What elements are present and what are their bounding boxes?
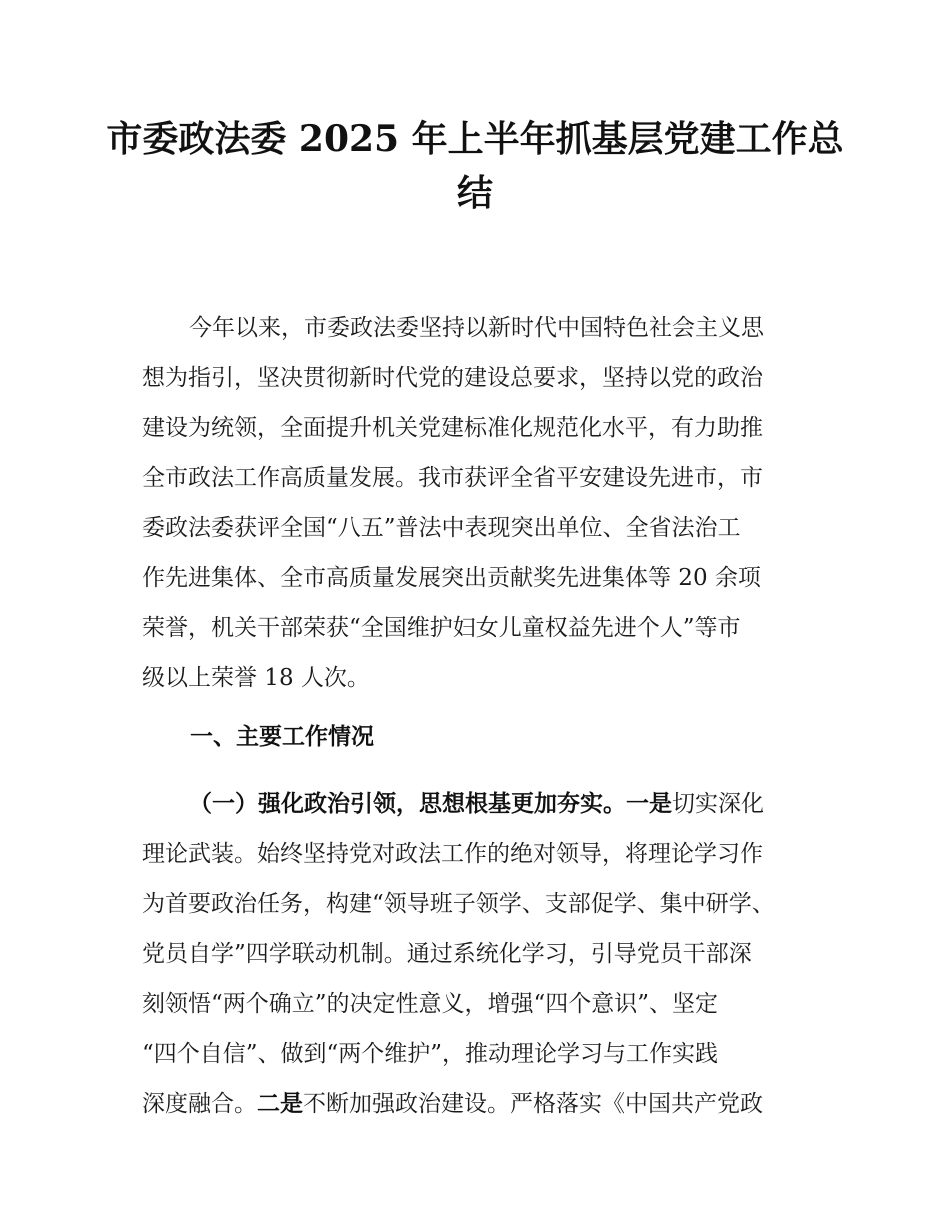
- paragraph-line: 建设为统领，全面提升机关党建标准化规范化水平，有力助推: [142, 415, 763, 441]
- paragraph-line: 级以上荣誉 18 人次。: [142, 665, 370, 691]
- title-line-2: 结: [456, 172, 493, 214]
- paragraph-text: 不断加强政治建设。严格落实《中国共产党政: [303, 1091, 763, 1117]
- point-marker: 二是: [257, 1091, 303, 1117]
- title-line-1: 市委政法委 2025 年上半年抓基层党建工作总: [106, 118, 844, 160]
- paragraph-line: “四个自信”、做到“两个维护”，推动理论学习与工作实践: [142, 1041, 719, 1067]
- document-title: [100, 112, 850, 220]
- section-1-paragraph: [142, 779, 842, 1129]
- paragraph-line: 全市政法工作高质量发展。我市获评全省平安建设先进市，市: [142, 465, 763, 491]
- paragraph-line: 委政法委获评全国“八五”普法中表现突出单位、全省法治工: [142, 515, 741, 541]
- paragraph-text: 深度融合。: [142, 1091, 257, 1117]
- point-marker: 一是: [626, 791, 672, 817]
- paragraph-line: 想为指引，坚决贯彻新时代党的建设总要求，坚持以党的政治: [142, 365, 763, 391]
- intro-paragraph: [142, 303, 824, 703]
- paragraph-line: 理论武装。始终坚持党对政法工作的绝对领导，将理论学习作: [142, 841, 763, 867]
- subsection-title: （一）强化政治引领，思想根基更加夯实。: [189, 791, 626, 817]
- paragraph-line: [142, 1079, 842, 1129]
- paragraph-line: [142, 779, 842, 829]
- paragraph-text: 切实深化: [672, 791, 764, 817]
- paragraph-line: 为首要政治任务，构建“领导班子领学、支部促学、集中研学、: [142, 891, 775, 917]
- paragraph-line: 作先进集体、全市高质量发展突出贡献奖先进集体等 20 余项: [142, 565, 761, 591]
- paragraph-line: 党员自学”四学联动机制。通过系统化学习，引导党员干部深: [142, 941, 752, 967]
- paragraph-line: 荣誉，机关干部荣获“全国维护妇女儿童权益先进个人”等市: [142, 615, 741, 641]
- section-heading: 一、主要工作情况: [190, 724, 374, 750]
- paragraph-line: 刻领悟“两个确立”的决定性意义，增强“四个意识”、坚定: [142, 991, 719, 1017]
- paragraph-line: 今年以来，市委政法委坚持以新时代中国特色社会主义思: [189, 315, 764, 341]
